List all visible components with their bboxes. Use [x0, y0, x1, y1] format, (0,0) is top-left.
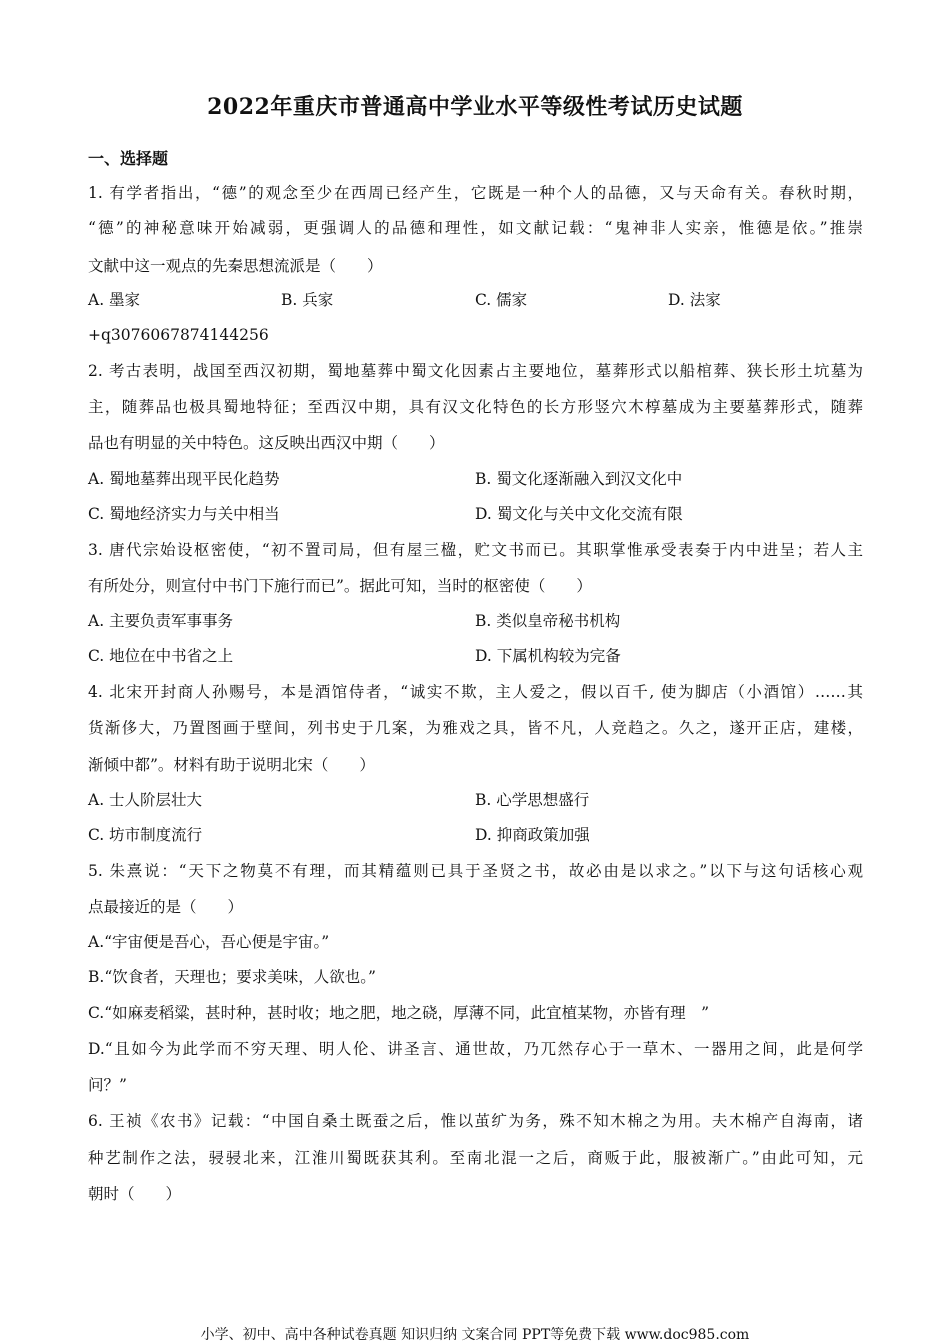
q5-option-b: B.“饮食者，天理也；要求美味，人欲也。” — [88, 968, 376, 986]
q3-option-a: A. 主要负责军事事务 — [88, 612, 234, 630]
q2-option-a: A. 蜀地墓葬出现平民化趋势 — [88, 470, 280, 488]
q5-option-d-cont: 问？” — [88, 1076, 127, 1094]
q2-option-b: B. 蜀文化逐渐融入到汉文化中 — [475, 470, 683, 488]
q3-line-2: 有所处分，则宣付中书门下施行而已”。据此可知，当时的枢密使（ ） — [88, 577, 592, 595]
q1-line-1: 1. 有学者指出，“德”的观念至少在西周已经产生，它既是一种个人的品德，又与天命有关。春秋时期， — [88, 184, 863, 202]
q5-line-1: 5. 朱熹说：“天下之物莫不有理，而其精蕴则已具于圣贤之书，故必由是以求之。”以下与这句话核心观 — [88, 862, 863, 880]
q1-option-c: C. 儒家 — [475, 291, 528, 309]
q2-line-2: 主，随葬品也极具蜀地特征；至西汉中期，具有汉文化特色的长方形竖穴木椁墓成为主要墓葬形式，随葬 — [88, 398, 863, 416]
q6-line-3: 朝时（ ） — [88, 1185, 182, 1203]
q2-option-c: C. 蜀地经济实力与关中相当 — [88, 505, 280, 523]
q3-option-c: C. 地位在中书省之上 — [88, 647, 234, 665]
q4-line-1: 4. 北宋开封商人孙赐号，本是酒馆侍者，“诚实不欺，主人爱之，假以百千, 使为脚店（小酒馆）……其 — [88, 683, 863, 701]
q1-option-b: B. 兵家 — [281, 291, 334, 309]
q4-option-b: B. 心学思想盛行 — [475, 791, 590, 809]
q3-option-d: D. 下属机构较为完备 — [475, 647, 621, 665]
q5-option-a: A.“宇宙便是吾心，吾心便是宇宙。” — [88, 933, 330, 951]
q6-line-1: 6. 王祯《农书》记载：“中国自桑土既蚕之后，惟以茧纩为务，殊不知木棉之为用。夫木棉产自海南，诸 — [88, 1112, 863, 1130]
q5-option-d: D.“且如今为此学而不穷天理、明人伦、讲圣言、通世故，乃兀然存心于一草木、一器用之间，此是何学 — [88, 1040, 863, 1058]
q2-option-d: D. 蜀文化与关中文化交流有限 — [475, 505, 683, 523]
q1-option-d: D. 法家 — [668, 291, 721, 309]
q4-line-2: 货渐侈大，乃置图画于壁间，列书史于几案，为雅戏之具，皆不凡，人竞趋之。久之，遂开正店，建楼， — [88, 719, 863, 737]
q1-line-3: 文献中这一观点的先秦思想流派是（ ） — [88, 257, 383, 275]
q5-option-c: C.“如麻麦稻粱，甚时种，甚时收；地之肥，地之硗，厚薄不同，此宜植某物，亦皆有理 ” — [88, 1004, 710, 1022]
q1-line-2: “德”的神秘意味开始减弱，更强调人的品德和理性，如文献记载：“鬼神非人实亲，惟德是依。”推崇 — [88, 219, 863, 237]
stray-text: +q3076067874144256 — [88, 326, 269, 344]
q2-line-1: 2. 考古表明，战国至西汉初期，蜀地墓葬中蜀文化因素占主要地位，墓葬形式以船棺葬、狭长形土坑墓为 — [88, 362, 863, 380]
section-heading: 一、选择题 — [88, 149, 169, 168]
q5-line-2: 点最接近的是（ ） — [88, 898, 244, 916]
q4-option-c: C. 坊市制度流行 — [88, 826, 203, 844]
footer-watermark: 小学、初中、高中各种试卷真题 知识归纳 文案合同 PPT等免费下载 www.doc985.com — [200, 1327, 750, 1343]
q6-line-2: 种艺制作之法，骎骎北来，江淮川蜀既获其利。至南北混一之后，商贩于此，服被渐广。”由此可知，元 — [88, 1149, 863, 1167]
q4-option-d: D. 抑商政策加强 — [475, 826, 590, 844]
q4-option-a: A. 士人阶层壮大 — [88, 791, 203, 809]
q4-line-3: 渐倾中都”。材料有助于说明北宋（ ） — [88, 756, 375, 774]
q3-line-1: 3. 唐代宗始设枢密使，“初不置司局，但有屋三楹，贮文书而已。其职掌惟承受表奏于内中进呈；若人主 — [88, 541, 863, 559]
q1-option-a: A. 墨家 — [88, 291, 141, 309]
q2-line-3: 品也有明显的关中特色。这反映出西汉中期（ ） — [88, 434, 445, 452]
q3-option-b: B. 类似皇帝秘书机构 — [475, 612, 621, 630]
page-title: 2022年重庆市普通高中学业水平等级性考试历史试题 — [207, 94, 743, 120]
